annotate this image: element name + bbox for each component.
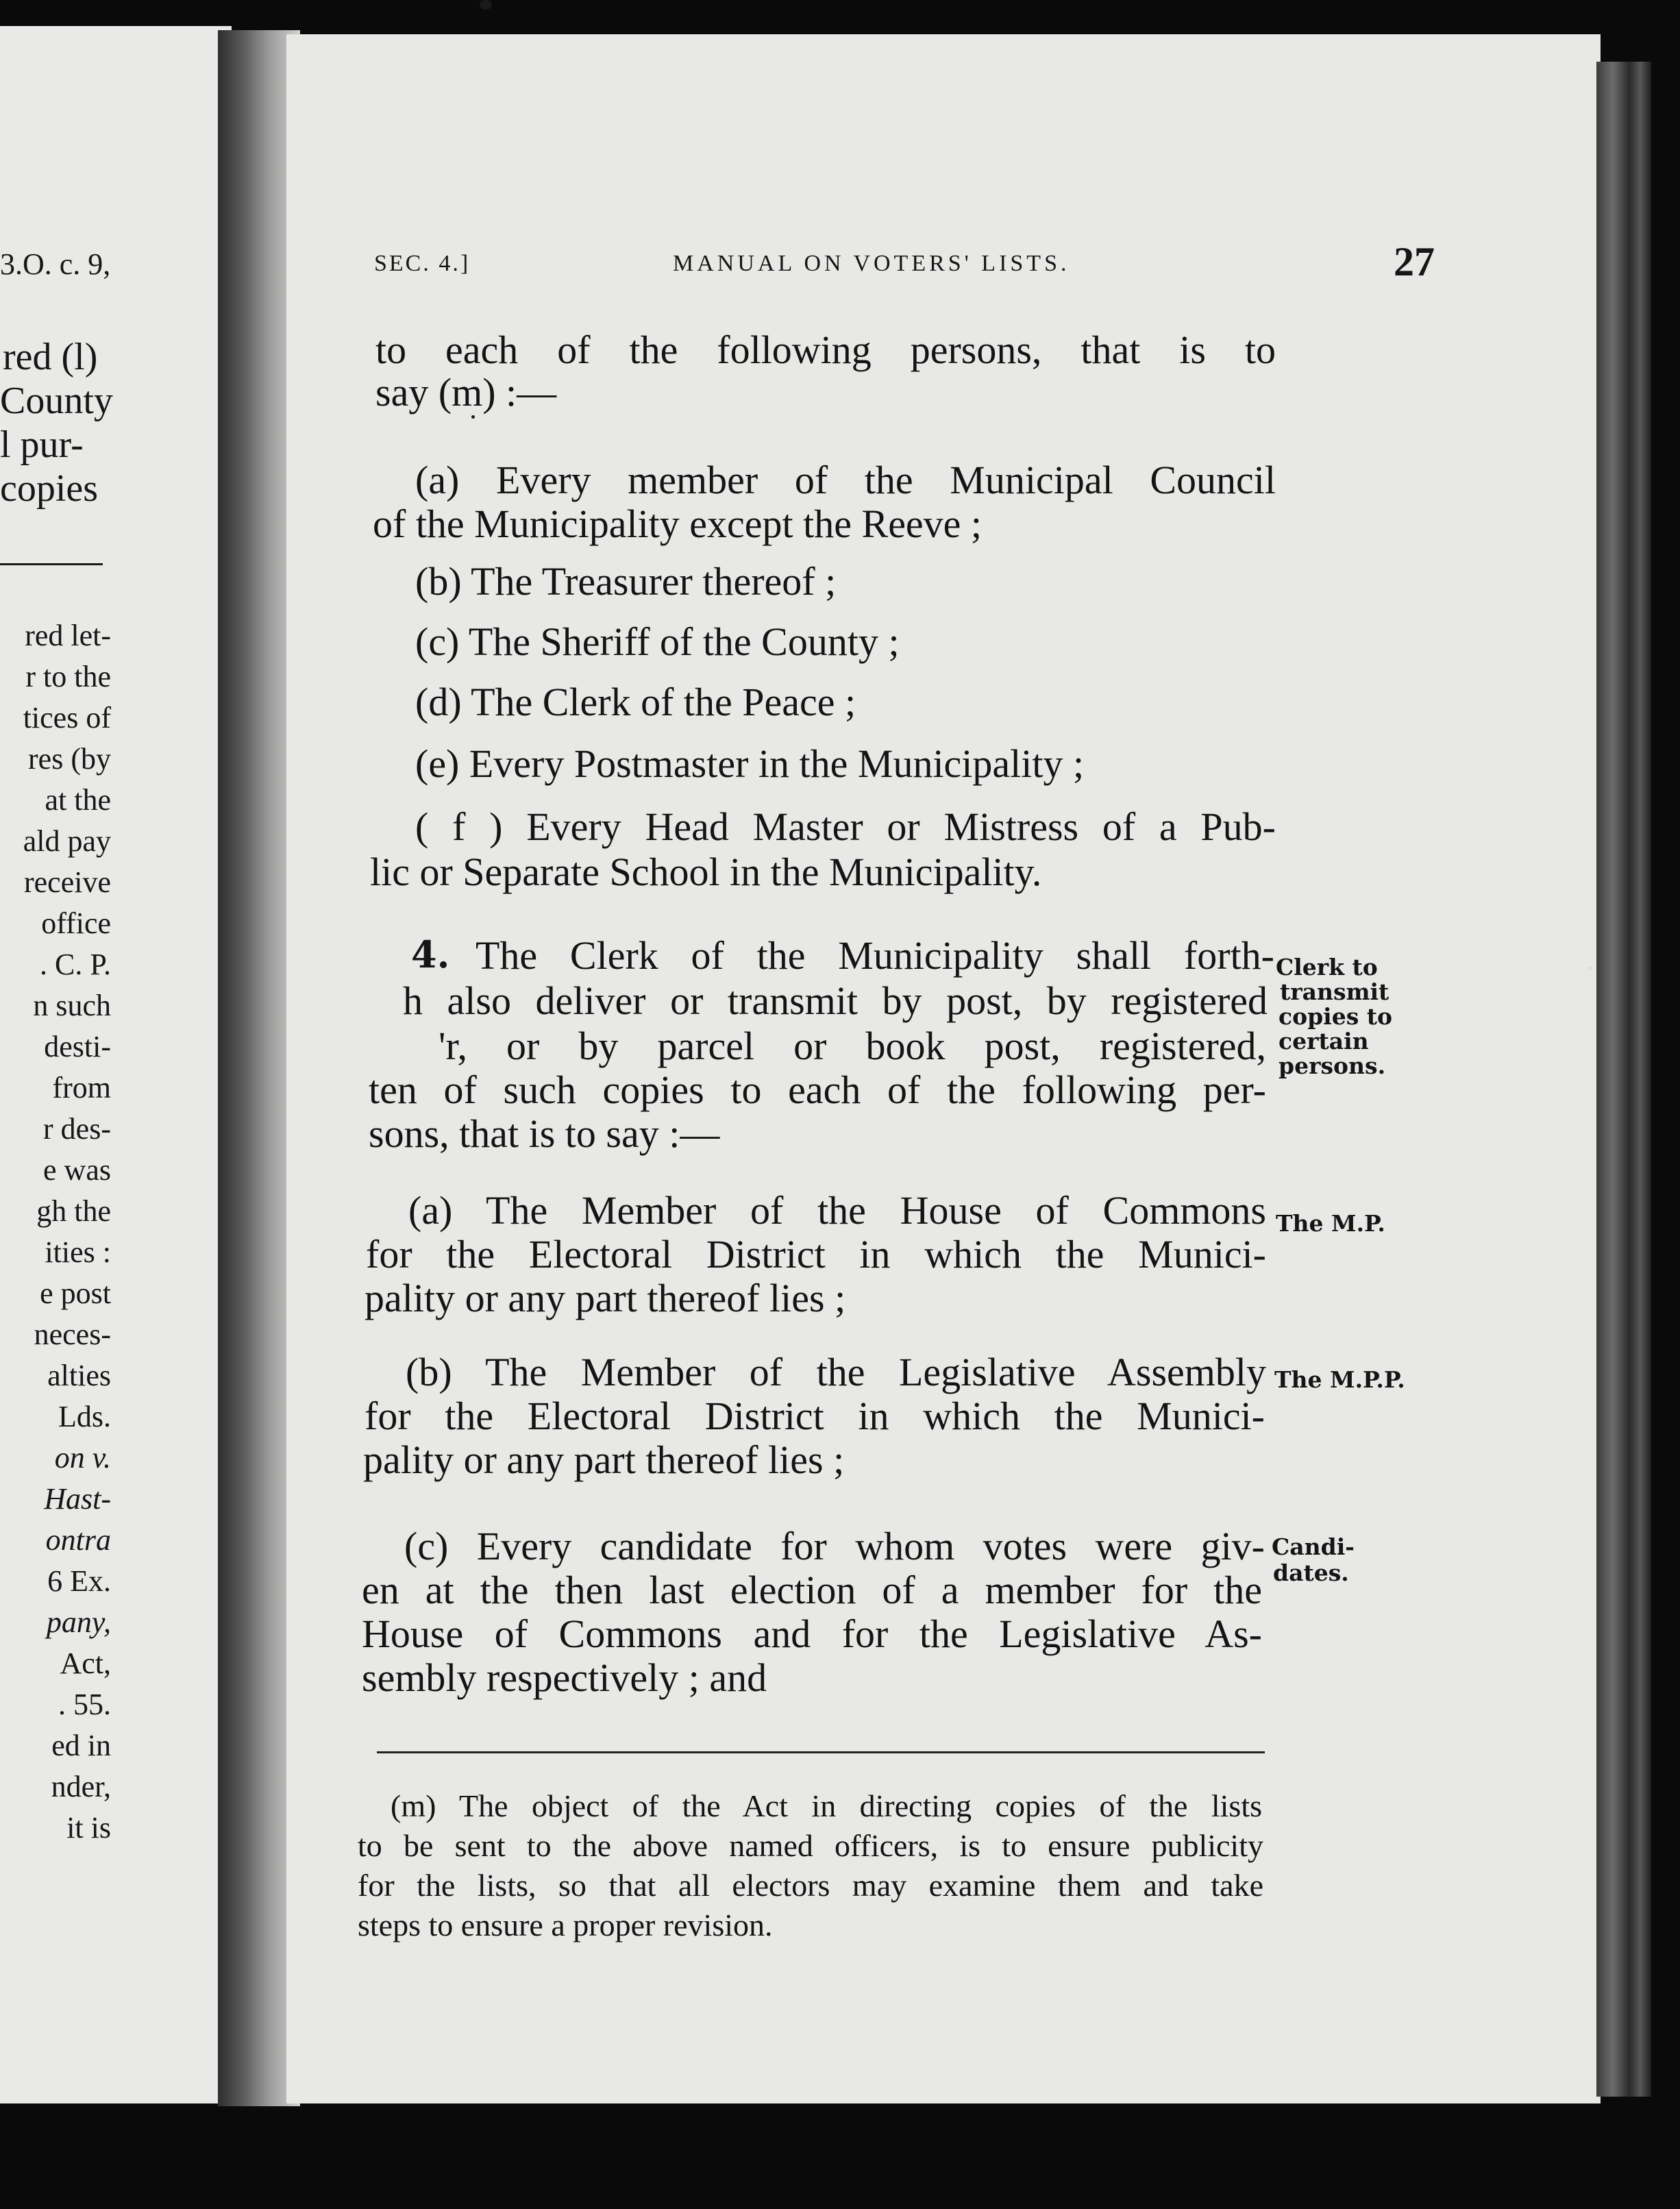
list-item-line: (b) The Treasurer thereof ; [415,559,837,604]
previous-page-fragment [0,26,232,2103]
margin-note-clerk: copies to [1278,1003,1393,1030]
left-page-line: res (by [28,742,111,776]
list-item-line: (a) The Member of the House of Commons [408,1188,1266,1233]
section-line: 'r, or by parcel or book post, registered, [438,1024,1266,1068]
left-page-line: 6 Ex. [47,1564,111,1598]
section-line: The Clerk of the Municipality shall forth- [475,933,1274,978]
left-page-line: Hast- [44,1482,111,1516]
margin-note-clerk: persons. [1278,1052,1386,1079]
left-page-line: receive [24,865,111,899]
list-item-line: (c) The Sheriff of the County ; [415,619,900,664]
list-item-line: (c) Every candidate for whom votes were giv- [404,1524,1265,1568]
scan-speck [471,415,475,419]
page-number: 27 [1394,239,1435,284]
left-page-line: Lds. [58,1400,111,1433]
left-page-line: office [41,906,111,940]
list-item-line: sembly respectively ; and [362,1655,767,1700]
footnote-line: for the lists, so that all electors may examine them and take [358,1868,1263,1903]
left-page-line: r to the [25,660,111,693]
list-item-line: lic or Separate School in the Municipality. [370,850,1042,894]
margin-note-mpp: The M.P.P. [1274,1366,1405,1393]
section-number [411,933,449,976]
left-page-line: desti- [44,1030,111,1063]
list-item-line: (a) Every member of the Municipal Council [415,458,1276,502]
list-item-line: (d) The Clerk of the Peace ; [415,680,856,724]
list-item-line: pality or any part thereof lies ; [365,1276,846,1320]
list-item-line: en at the then last election of a member for the [362,1568,1262,1612]
margin-note-clerk: certain [1278,1028,1369,1054]
list-item-line: for the Electoral District in which the Munici- [365,1394,1265,1438]
section-line: sons, that is to say :— [369,1111,720,1156]
left-page-line: ald pay [23,824,111,858]
left-page-line: it is [66,1811,111,1844]
left-page-line: alties [47,1359,111,1392]
left-page-line: red (l) [3,336,98,378]
margin-note-candidates: dates. [1273,1559,1349,1586]
list-item-line: ( f ) Every Head Master or Mistress of a Pub- [415,804,1276,849]
list-item-line: House of Commons and for the Legislative As- [362,1612,1262,1656]
margin-note-clerk: Clerk to [1276,954,1378,980]
left-page-line: gh the [36,1194,111,1228]
left-page-line: . C. P. [40,948,111,981]
left-page-line: e was [43,1153,111,1187]
left-page-line: on v. [54,1441,111,1474]
margin-note-clerk: transmit [1280,978,1389,1005]
section-4-number: 4. [411,933,450,976]
scan-speck [480,0,492,10]
left-page-line: neces- [34,1318,111,1351]
footnote-rule [377,1751,1265,1753]
margin-note-mp: The M.P. [1276,1210,1385,1237]
running-head-section: SEC. 4.] [374,251,471,276]
left-page-line: at the [45,783,111,817]
left-page-rule [0,563,103,565]
scan-speck [1588,966,1592,970]
footnote-line: steps to ensure a proper revision. [358,1908,773,1942]
list-item-line: (e) Every Postmaster in the Municipality ; [415,741,1085,786]
left-page-line: tices of [23,701,111,735]
left-page-line: red let- [25,619,111,652]
left-page-line: n such [33,989,111,1022]
left-page-line: copies [0,467,99,510]
left-page-line: . 55. [58,1688,111,1721]
margin-note-candidates: Candi- [1272,1533,1355,1560]
footnote-line: (m) The object of the Act in directing copies of the lists [391,1788,1262,1823]
body-line: to each of the following persons, that is to [375,328,1276,372]
list-item-line: of the Municipality except the Reeve ; [373,502,983,546]
left-page-line: ities : [45,1235,111,1269]
left-page-line: r des- [43,1112,111,1146]
left-page-line: from [52,1071,111,1104]
section-line: h also deliver or transmit by post, by registered [403,978,1268,1023]
left-page-line: e post [40,1276,111,1310]
body-line: say (m) :— [375,370,557,415]
left-page-line: 3.O. c. 9, [0,247,111,281]
list-item-line: for the Electoral District in which the Munici- [366,1232,1266,1276]
left-page-line: nder, [51,1770,111,1803]
left-page-line: County [0,380,113,422]
left-page-line: ed in [51,1729,111,1762]
list-item-line: pality or any part thereof lies ; [363,1437,845,1482]
left-page-line: l pur- [0,423,84,466]
left-page-line: pany, [46,1605,111,1639]
left-page-line: ontra [45,1523,111,1557]
running-head-title: MANUAL ON VOTERS' LISTS. [673,251,1070,276]
page-edge-shadow [1596,62,1651,2097]
footnote-line: to be sent to the above named officers, is to ensure publicity [358,1828,1263,1863]
section-line: ten of such copies to each of the following per- [369,1068,1266,1112]
list-item-line: (b) The Member of the Legislative Assembly [406,1350,1266,1394]
left-page-line: Act, [60,1646,111,1680]
